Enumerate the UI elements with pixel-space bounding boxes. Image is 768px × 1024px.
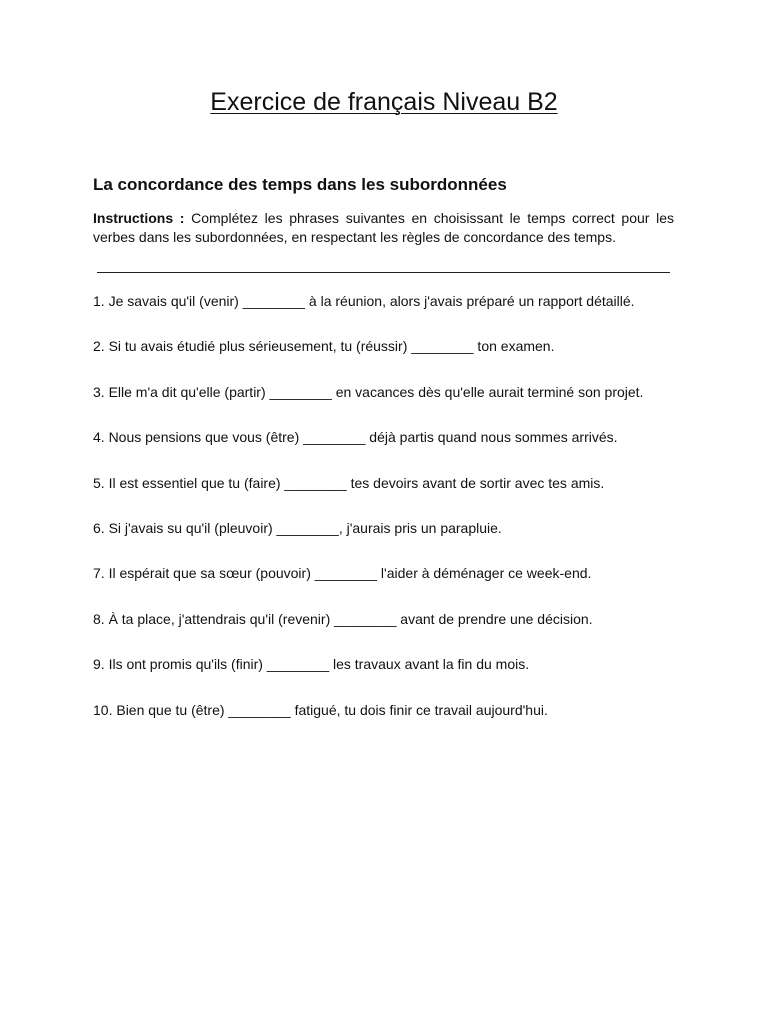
exercise-list — [93, 292, 693, 746]
exercise-item-10: 10. Bien que tu (être) ________ fatigué, tu dois finir ce travail aujourd'hui. — [93, 701, 548, 718]
exercise-item-5: 5. Il est essentiel que tu (faire) ________ tes devoirs avant de sortir avec tes amis. — [93, 474, 605, 491]
exercise-item-8: 8. À ta place, j'attendrais qu'il (revenir) ________ avant de prendre une décision. — [93, 610, 593, 627]
instructions-paragraph — [93, 209, 674, 247]
exercise-item-3: 3. Elle m'a dit qu'elle (partir) ________ en vacances dès qu'elle aurait terminé son projet. — [93, 383, 644, 400]
instructions-label: Instructions : — [93, 210, 185, 226]
exercise-item-1: 1. Je savais qu'il (venir) ________ à la réunion, alors j'avais préparé un rapport détaillé. — [93, 293, 635, 309]
horizontal-divider — [97, 272, 670, 273]
page-title: Exercice de français Niveau B2 — [210, 88, 558, 116]
exercise-item-2: 2. Si tu avais étudié plus sérieusement, tu (réussir) ________ ton examen. — [93, 338, 555, 355]
exercise-item-4: 4. Nous pensions que vous (être) ________ déjà partis quand nous sommes arrivés. — [93, 429, 618, 446]
exercise-item-6: 6. Si j'avais su qu'il (pleuvoir) ________, j'aurais pris un parapluie. — [93, 519, 502, 536]
exercise-item-9: 9. Ils ont promis qu'ils (finir) ________ les travaux avant la fin du mois. — [93, 656, 530, 673]
section-subtitle: La concordance des temps dans les subordonnées — [93, 175, 507, 194]
exercise-item-7: 7. Il espérait que sa sœur (pouvoir) ________ l'aider à déménager ce week-end. — [93, 565, 592, 582]
instructions-text: Complétez les phrases suivantes en choisissant le temps correct pour les verbes dans les subordonnées, en respectant les règles de concordance des temps. — [93, 210, 675, 245]
